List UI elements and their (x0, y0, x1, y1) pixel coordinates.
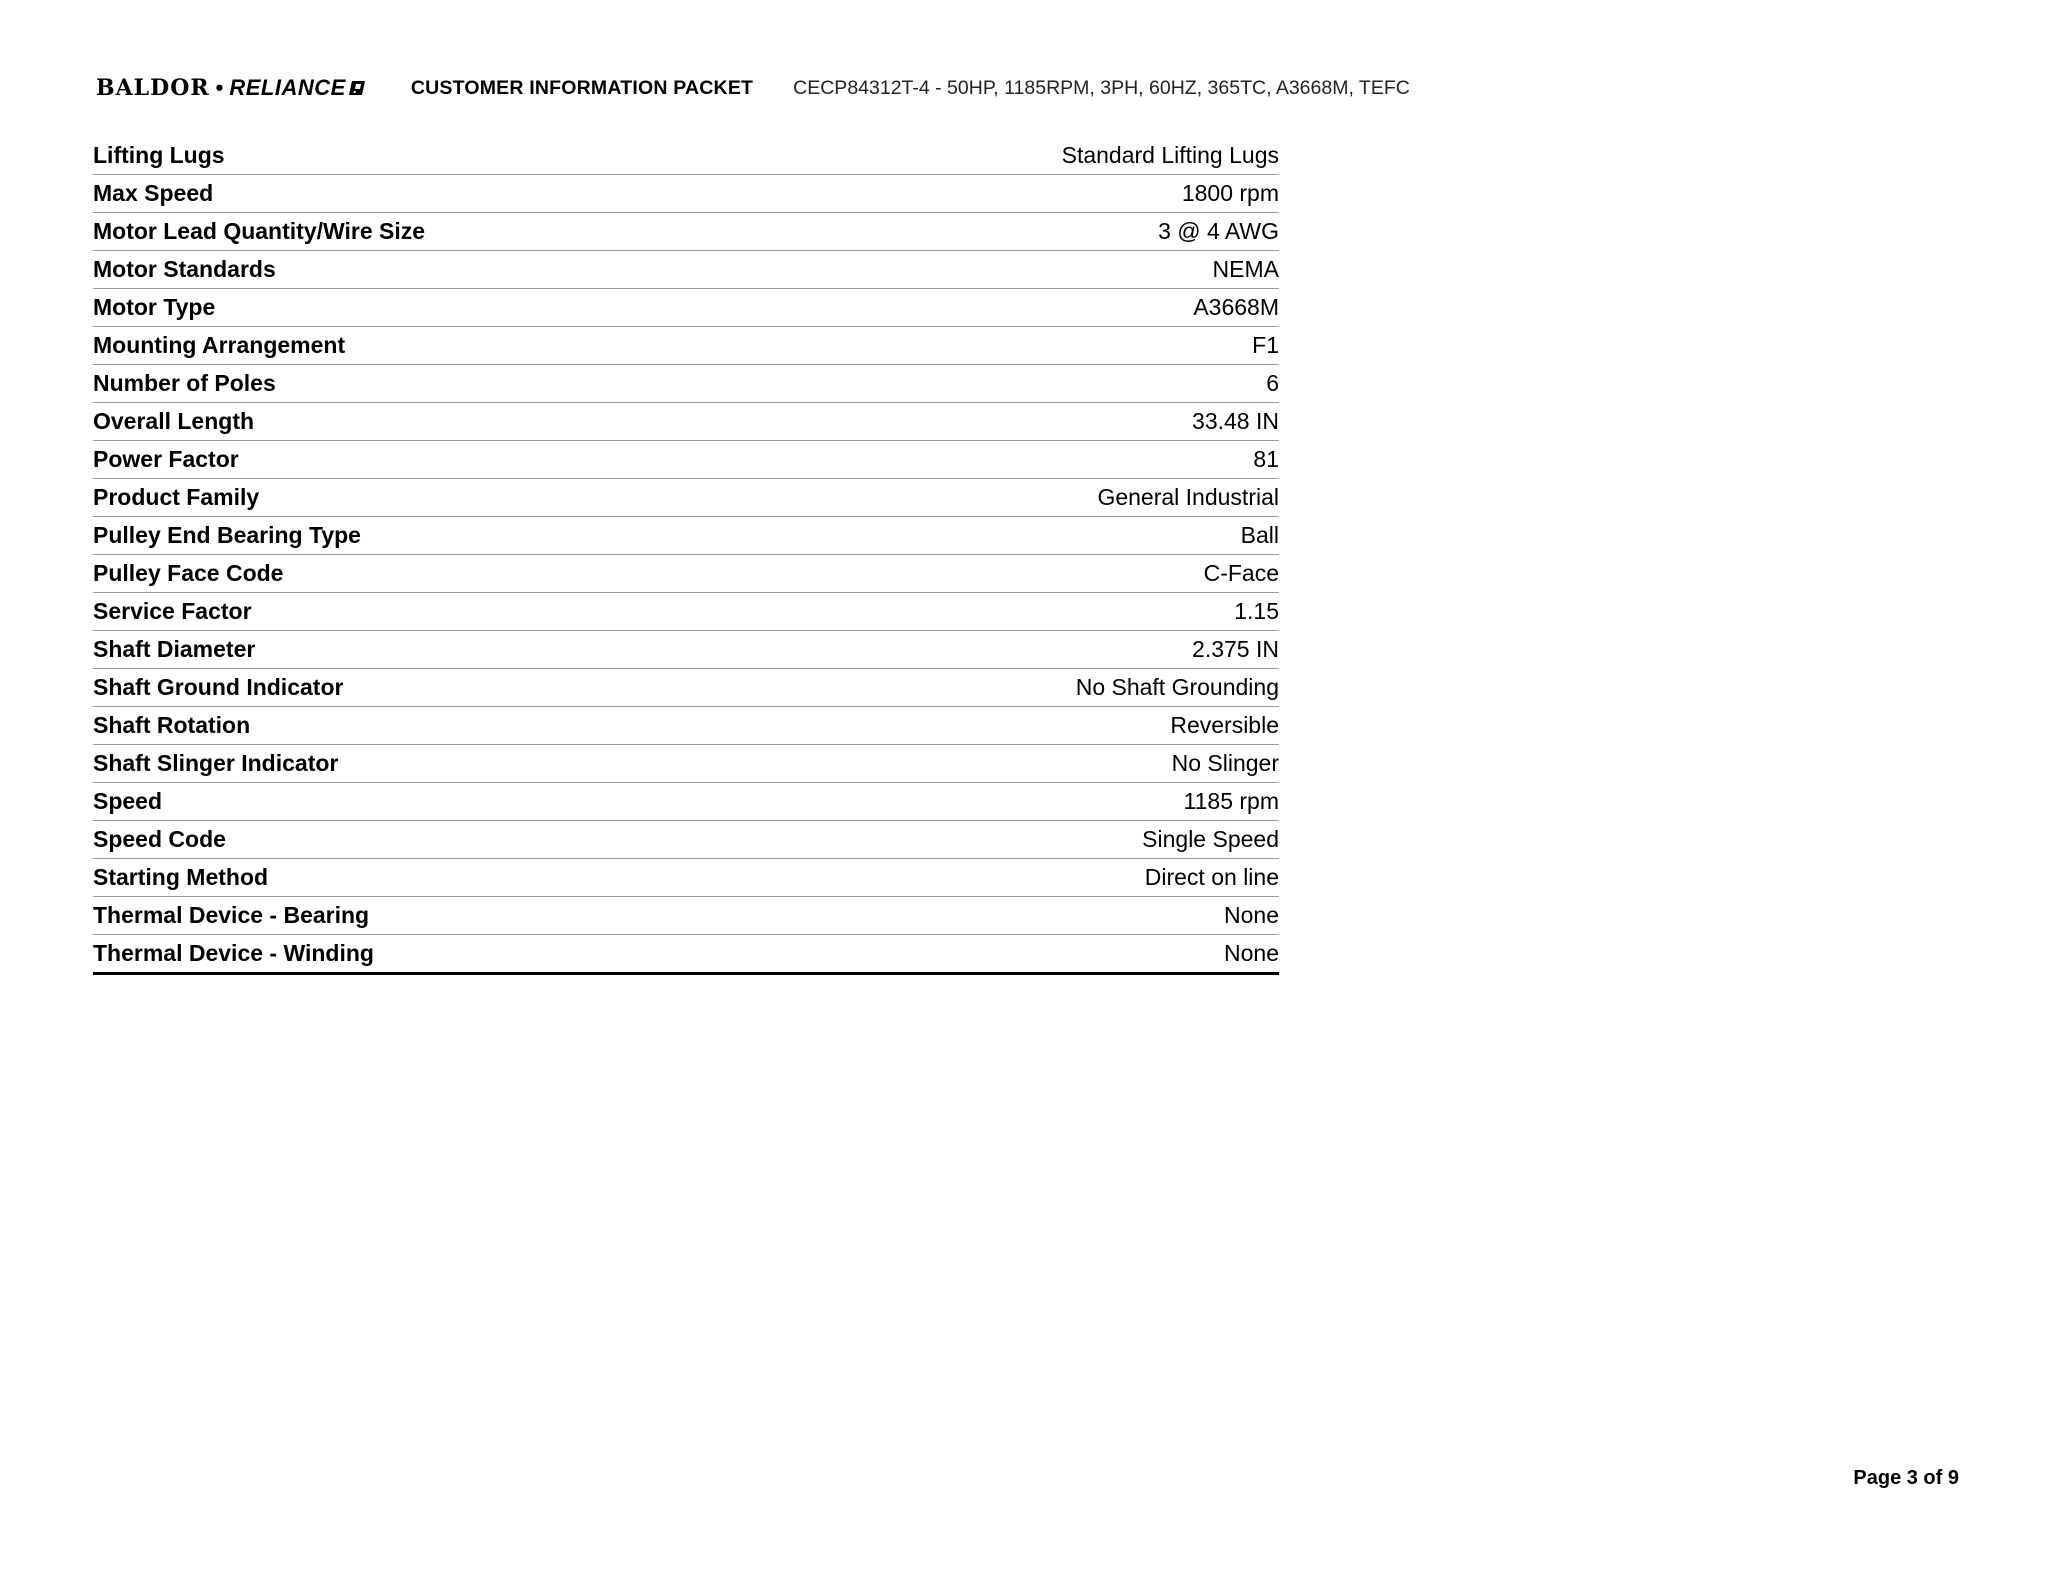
spec-value: No Slinger (1171, 750, 1279, 776)
spec-label: Starting Method (93, 864, 269, 890)
spec-row (93, 555, 1279, 593)
spec-value: NEMA (1212, 256, 1279, 282)
packet-title: CUSTOMER INFORMATION PACKET (410, 76, 754, 99)
spec-label: Shaft Rotation (93, 712, 251, 738)
logo-baldor-text: BALDOR (96, 75, 210, 101)
spec-row (93, 669, 1279, 707)
spec-label: Product Family (93, 484, 260, 510)
spec-value: None (1224, 902, 1279, 928)
spec-label: Motor Type (93, 294, 216, 320)
spec-row (93, 593, 1279, 631)
spec-row (93, 365, 1279, 403)
page-number: Page 3 of 9 (1853, 1467, 1959, 1489)
spec-value: No Shaft Grounding (1075, 674, 1279, 700)
spec-label: Motor Lead Quantity/Wire Size (93, 218, 426, 244)
spec-label: Speed Code (93, 826, 226, 852)
spec-value: Single Speed (1142, 826, 1279, 852)
spec-label: Lifting Lugs (93, 142, 225, 168)
spec-row (93, 517, 1279, 555)
spec-table (93, 137, 1279, 975)
spec-value: A3668M (1193, 294, 1279, 320)
spec-label: Number of Poles (93, 370, 276, 396)
spec-row (93, 251, 1279, 289)
spec-value: Reversible (1170, 712, 1279, 738)
spec-value: 1185 rpm (1183, 788, 1279, 814)
spec-label: Motor Standards (93, 256, 276, 282)
spec-row (93, 783, 1279, 821)
spec-row (93, 935, 1279, 972)
page-header (96, 72, 1410, 104)
spec-label: Shaft Slinger Indicator (93, 750, 339, 776)
spec-label: Thermal Device - Bearing (93, 902, 370, 928)
spec-label: Shaft Ground Indicator (93, 674, 344, 700)
spec-row (93, 213, 1279, 251)
spec-label: Shaft Diameter (93, 636, 256, 662)
spec-value: 1.15 (1234, 598, 1279, 624)
spec-row (93, 631, 1279, 669)
spec-row (93, 403, 1279, 441)
spec-label: Pulley End Bearing Type (93, 522, 361, 548)
spec-row (93, 859, 1279, 897)
baldor-reliance-logo (96, 75, 365, 101)
spec-value: General Industrial (1097, 484, 1279, 510)
spec-row (93, 745, 1279, 783)
spec-value: None (1224, 940, 1279, 966)
spec-value: F1 (1252, 332, 1279, 358)
spec-row (93, 327, 1279, 365)
spec-value: 1800 rpm (1181, 180, 1279, 206)
spec-label: Service Factor (93, 598, 252, 624)
logo-separator: • (215, 75, 224, 100)
spec-value: Ball (1240, 522, 1279, 548)
logo-reliance-text: RELIANCE (229, 75, 346, 100)
spec-row (93, 441, 1279, 479)
spec-value: 2.375 IN (1192, 636, 1279, 662)
spec-row (93, 137, 1279, 175)
spec-value: C-Face (1203, 560, 1279, 586)
spec-row (93, 175, 1279, 213)
spec-value: 3 @ 4 AWG (1158, 218, 1279, 244)
packet-subtitle: CECP84312T-4 - 50HP, 1185RPM, 3PH, 60HZ, 365TC, A3668M, TEFC (793, 76, 1410, 99)
spec-value: Direct on line (1144, 864, 1279, 890)
spec-row (93, 289, 1279, 327)
spec-value: 33.48 IN (1192, 408, 1279, 434)
spec-label: Thermal Device - Winding (93, 940, 374, 966)
baldor-reliance-mark-icon (349, 80, 365, 96)
spec-label: Power Factor (93, 446, 239, 472)
spec-label: Speed (93, 788, 163, 814)
spec-row (93, 821, 1279, 859)
spec-row (93, 479, 1279, 517)
spec-label: Mounting Arrangement (93, 332, 346, 358)
spec-label: Overall Length (93, 408, 255, 434)
spec-label: Pulley Face Code (93, 560, 284, 586)
spec-row (93, 897, 1279, 935)
spec-value: 6 (1266, 370, 1279, 396)
spec-row (93, 707, 1279, 745)
spec-value: Standard Lifting Lugs (1061, 142, 1279, 168)
spec-label: Max Speed (93, 180, 214, 206)
spec-value: 81 (1253, 446, 1279, 472)
